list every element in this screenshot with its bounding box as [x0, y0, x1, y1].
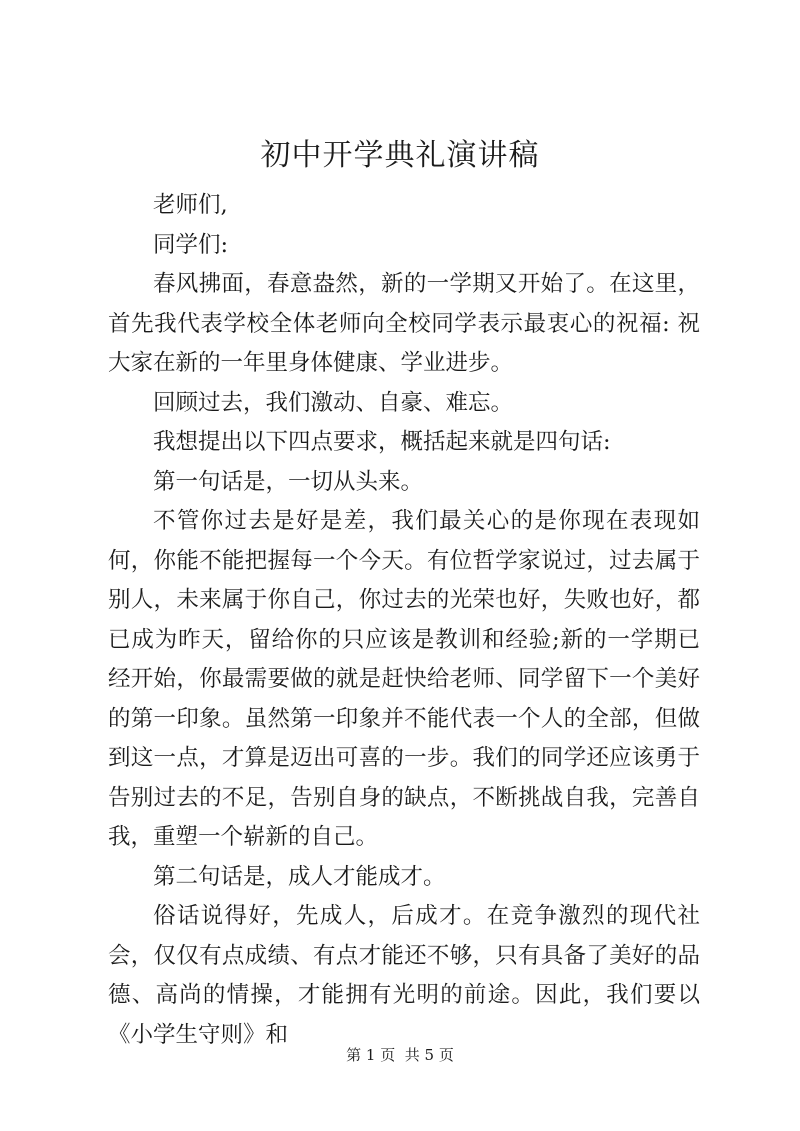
- page-footer: [0, 1045, 800, 1065]
- paragraph-point-two: 第二句话是，成人才能成才。: [153, 863, 446, 890]
- page-title: 初中开学典礼演讲稿: [260, 138, 540, 173]
- paragraph-point-one: 第一句话是，一切从头来。: [153, 468, 424, 495]
- paragraph-opening: 春风拂面，春意盎然，新的一学期又开始了。在这里，首先我代表学校全体老师向全校同学表示最衷心的祝福: 祝大家在新的一年里身体健康、学业进步。: [108, 271, 700, 376]
- paragraph-point-one-detail: 不管你过去是好是差，我们最关心的是你现在表现如何，你能不能把握每一个今天。有位哲学家说过，过去属于别人，未来属于你自己，你过去的光荣也好，失败也好，都已成为昨天，留给你的只应该是教训和经验;新的一学期已经开始，你最需要做的就是赶快给老师、同学留下一个美好的第一印象。虽然第一印象并不能代表一个人的全部，但做到这一点，才算是迈出可喜的一步。我们的同学还应该勇于告别过去的不足，告别自身的缺点，不断挑战自我，完善自我，重塑一个崭新的自己。: [108, 508, 700, 850]
- paragraph-point-two-detail: 俗话说得好，先成人，后成才。在竞争激烈的现代社会，仅仅有点成绩、有点才能还不够，只有具备了美好的品德、高尚的情操，才能拥有光明的前途。因此，我们要以《小学生守则》和: [108, 903, 700, 1048]
- document-body: [108, 186, 700, 1055]
- paragraph-greeting-students: 同学们:: [153, 231, 229, 258]
- page-number-label: 第 1 页 共 5 页: [346, 1046, 454, 1064]
- paragraph-requirements: 我想提出以下四点要求，概括起来就是四句话:: [153, 429, 611, 455]
- paragraph-greeting-teachers: 老师们,: [153, 192, 228, 218]
- paragraph-review: 回顾过去，我们激动、自豪、难忘。: [153, 389, 514, 416]
